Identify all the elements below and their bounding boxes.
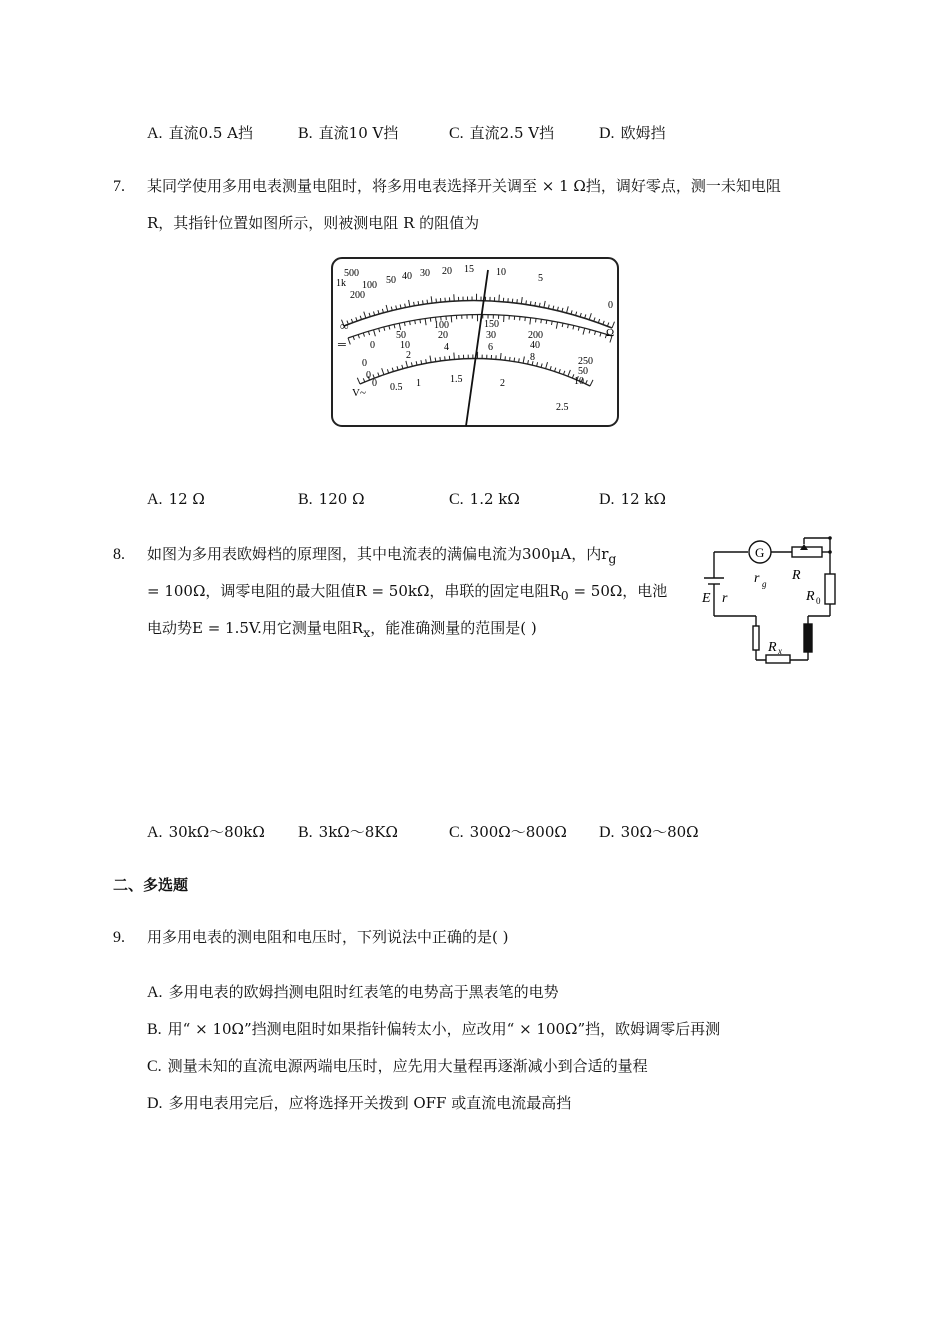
q9-option-d[interactable] (147, 1092, 571, 1113)
dial-tick (535, 302, 536, 306)
ohmmeter-circuit-diagram (700, 530, 840, 666)
option-text: 300Ω～800Ω (469, 823, 567, 841)
dc-symbol: ═ (338, 339, 346, 351)
r0-label: R (806, 589, 815, 604)
ac-label-0: 0 (372, 378, 377, 389)
dial-tick (546, 320, 547, 324)
dial-tick (415, 320, 416, 324)
option-text: 欧姆挡 (620, 124, 666, 142)
dc-label2-40: 40 (530, 340, 540, 351)
dial-tick (414, 302, 415, 306)
q8-line3-sub: x (363, 625, 371, 640)
dc-label-50: 50 (396, 330, 406, 341)
q7-option-a[interactable] (147, 490, 205, 509)
option-key: B. (298, 125, 313, 142)
dial-tick (500, 353, 501, 360)
q8-line2-text: = 100Ω，调零电阻的最大阻值R = 50kΩ，串联的固定电阻R (147, 582, 561, 600)
q8-line2-sub: 0 (560, 588, 569, 603)
dc-label-100: 100 (434, 320, 449, 331)
ohm-label-10: 10 (496, 267, 506, 278)
dial-tick (440, 357, 441, 361)
q7-option-c[interactable] (449, 490, 520, 509)
dial-tick (430, 318, 431, 322)
option-text: 3kΩ～8KΩ (318, 823, 398, 841)
meter-dial-figure (330, 256, 620, 428)
dc-label2-20: 20 (438, 330, 448, 341)
q8-line1-sub: g (608, 551, 617, 566)
option-text: 直流10 V挡 (318, 124, 399, 142)
q9-option-b[interactable] (147, 1018, 720, 1039)
dial-tick (530, 301, 531, 305)
ohm-label-20: 20 (442, 266, 452, 277)
dial-tick (423, 300, 424, 304)
dial-tick (435, 358, 436, 362)
option-text: 测量未知的直流电源两端电压时，应先用大量程再逐渐减小到合适的量程 (167, 1057, 648, 1075)
dc-label3-8: 8 (530, 352, 535, 363)
ohm-label-30: 30 (420, 268, 430, 279)
option-key: A. (147, 984, 163, 1001)
option-key: D. (147, 1095, 163, 1112)
rx-label: R (768, 640, 777, 655)
dial-tick (526, 300, 527, 304)
q7-number: 7. (113, 178, 125, 195)
dc-label3-10: 10 (574, 376, 584, 387)
dial-tick (418, 301, 419, 305)
option-key: A. (147, 491, 163, 508)
option-text: 直流0.5 A挡 (168, 124, 254, 142)
option-text: 30kΩ～80kΩ (168, 823, 265, 841)
option-text: 1.2 kΩ (469, 490, 520, 508)
ohm-label-0: 0 (608, 300, 613, 311)
q9-number: 9. (113, 929, 125, 946)
ac-symbol: V~ (352, 387, 366, 399)
ohm-label-100: 100 (362, 280, 377, 291)
dc-label3-6: 6 (488, 342, 493, 353)
option-key: C. (147, 1058, 162, 1075)
dc-label-150: 150 (484, 319, 499, 330)
dial-tick (536, 318, 537, 322)
q8-line1-text: 如图为多用表欧姆档的原理图，其中电流表的满偏电流为300μA，内r (147, 545, 609, 563)
q6-option-a[interactable] (147, 122, 253, 143)
q7-stem-line2: R，其指针位置如图所示，则被测电阻 R 的阻值为 (147, 214, 480, 232)
q9-option-a[interactable] (147, 981, 559, 1002)
q8-option-c[interactable] (449, 821, 567, 842)
option-key: A. (147, 125, 163, 142)
ohm-label-50: 50 (386, 275, 396, 286)
option-text: 30Ω～80Ω (620, 823, 699, 841)
option-key: C. (449, 125, 464, 142)
ohm-label-5: 5 (538, 273, 543, 284)
q6-option-c[interactable] (449, 122, 554, 143)
q6-option-b[interactable] (298, 122, 398, 143)
dial-tick (510, 357, 511, 361)
dc-label-200: 200 (528, 330, 543, 341)
option-key: B. (298, 824, 313, 841)
infinity-symbol: ∞ (340, 319, 349, 333)
ohm-label-500: 500 (344, 268, 359, 279)
option-key: B. (298, 491, 313, 508)
ac-label-1: 1 (416, 378, 421, 389)
q9-option-c[interactable] (147, 1055, 648, 1076)
q8-line3-text: 电动势E = 1.5V.用它测量电阻R (147, 619, 364, 637)
q8-option-a[interactable] (147, 821, 265, 842)
ohm-label-40: 40 (402, 271, 412, 282)
q7-option-b[interactable] (298, 490, 365, 509)
dial-tick (451, 316, 452, 323)
q7-stem-line1: 某同学使用多用电表测量电阻时，将多用电表选择开关调至 × 1 Ω挡，调好零点，测一未知电阻 (147, 177, 781, 195)
q6-option-d[interactable] (599, 122, 666, 143)
emf-label: E (702, 591, 711, 606)
q8-line2-end: = 50Ω，电池 (568, 582, 668, 600)
ohm-label-15: 15 (464, 264, 474, 275)
option-key: D. (599, 824, 615, 841)
option-key: A. (147, 824, 163, 841)
q9-stem: 用多用电表的测电阻和电压时，下列说法中正确的是( ) (147, 928, 509, 946)
option-text: 120 Ω (318, 490, 365, 508)
option-text: 多用电表的欧姆挡测电阻时红表笔的电势高于黑表笔的电势 (168, 983, 559, 1001)
option-text: 12 kΩ (620, 490, 666, 508)
option-text: 直流2.5 V挡 (469, 124, 555, 142)
q8-stem-line3 (147, 618, 537, 643)
ohm-unit: Ω (606, 327, 615, 339)
option-key: D. (599, 125, 615, 142)
dc-label-0: 0 (370, 340, 375, 351)
ac-label-2-5: 2.5 (556, 402, 569, 413)
internal-r-label: r (722, 591, 728, 606)
r0-sub-label: 0 (816, 596, 821, 606)
option-key: C. (449, 491, 464, 508)
dc-label3-2: 2 (406, 350, 411, 361)
ac-label-1-5: 1.5 (450, 374, 463, 385)
dial-tick (427, 300, 428, 304)
option-key: D. (599, 491, 615, 508)
dc-label2-10: 10 (400, 340, 410, 351)
q8-line3-end: ，能准确测量的范围是( ) (370, 619, 537, 637)
q8-option-d[interactable] (599, 821, 699, 842)
option-text: 多用电表用完后，应将选择开关拨到 OFF 或直流电流最高挡 (168, 1094, 572, 1112)
ohm-label-200: 200 (350, 290, 365, 301)
dc-label2-0: 0 (362, 358, 367, 369)
ohm-label-1k: 1k (336, 278, 346, 289)
option-text: 用“ × 10Ω”挡测电阻时如果指针偏转太小，应改用“ × 100Ω”挡，欧姆调零后再测 (167, 1020, 721, 1038)
dc-label-250: 250 (578, 356, 593, 367)
q8-stem-line2 (147, 581, 667, 606)
q8-number: 8. (113, 546, 125, 563)
dial-tick (454, 353, 455, 360)
dc-label3-4: 4 (444, 342, 449, 353)
ac-label-0-5: 0.5 (390, 382, 403, 393)
dc-label3-0: 0 (366, 370, 371, 381)
section-title: 二、多选题 (113, 876, 189, 894)
option-key: C. (449, 824, 464, 841)
q7-option-d[interactable] (599, 490, 666, 509)
option-key: B. (147, 1021, 162, 1038)
dial-tick (541, 319, 542, 323)
rg-sub-label: g (762, 579, 767, 589)
dial-tick (420, 319, 421, 323)
dc-label2-30: 30 (486, 330, 496, 341)
dc-label2-50: 50 (578, 366, 588, 377)
option-text: 12 Ω (168, 490, 205, 508)
rg-label: r (754, 571, 760, 586)
dial-tick (519, 358, 520, 362)
q8-option-b[interactable] (298, 821, 398, 842)
dial-tick (514, 358, 515, 362)
r-adjust-label: R (792, 568, 801, 583)
ac-label-2: 2 (500, 378, 505, 389)
dial-tick (551, 321, 552, 325)
galvanometer-label: G (755, 545, 765, 560)
rx-sub-label: x (778, 646, 782, 656)
q8-stem-line1 (147, 544, 616, 569)
